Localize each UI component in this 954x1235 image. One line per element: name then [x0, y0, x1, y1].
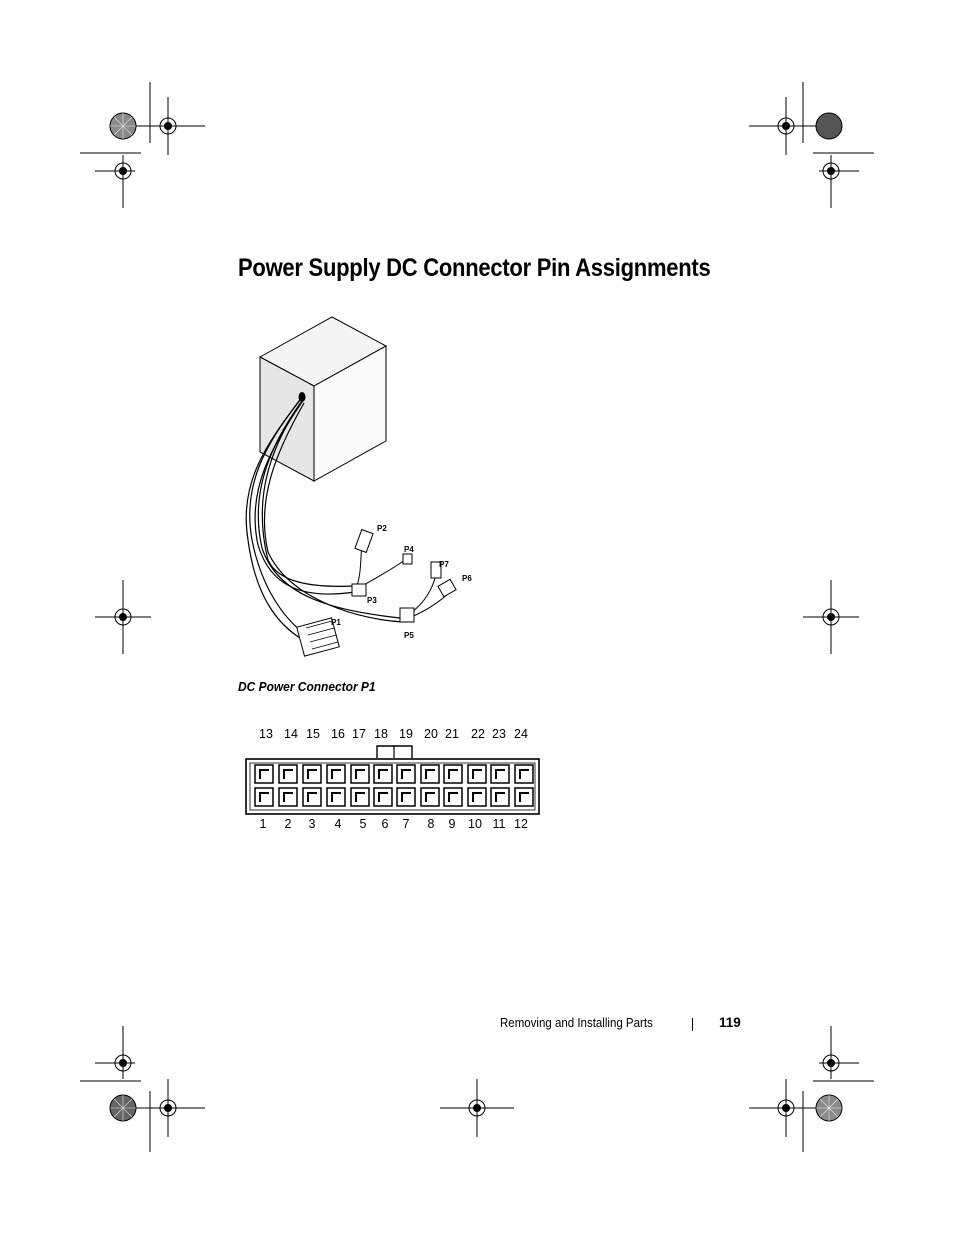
pin-top-3: [303, 765, 321, 783]
pin-number-label: 17: [352, 727, 366, 741]
pin-number-label: 18: [374, 727, 388, 741]
pin-top-4: [327, 765, 345, 783]
pin-bottom-7: [397, 788, 415, 806]
callout-p7: P7: [439, 560, 449, 569]
pin-bottom-5: [351, 788, 369, 806]
pin-bottom-10: [468, 788, 486, 806]
page-title: Power Supply DC Connector Pin Assignments: [238, 254, 711, 282]
figure-caption: DC Power Connector P1: [238, 679, 376, 694]
pin-bottom-2: [279, 788, 297, 806]
pin-number-label: 14: [284, 727, 298, 741]
pin-number-label: 7: [402, 817, 410, 831]
pin-number-label: 20: [424, 727, 438, 741]
pin-number-label: 3: [308, 817, 316, 831]
callout-p2: P2: [377, 524, 387, 533]
pin-top-12: [515, 765, 533, 783]
pin-number-label: 1: [259, 817, 267, 831]
pin-number-label: 11: [492, 817, 506, 831]
pin-number-label: 19: [399, 727, 413, 741]
pin-number-label: 6: [381, 817, 389, 831]
pin-number-label: 13: [259, 727, 273, 741]
pin-bottom-9: [444, 788, 462, 806]
pin-bottom-1: [255, 788, 273, 806]
pin-top-6: [374, 765, 392, 783]
pin-top-1: [255, 765, 273, 783]
pin-number-label: 15: [306, 727, 320, 741]
callout-p5: P5: [404, 631, 414, 640]
pin-top-8: [421, 765, 439, 783]
callout-p1: P1: [331, 618, 341, 627]
pin-top-11: [491, 765, 509, 783]
callout-p6: P6: [462, 574, 472, 583]
pin-number-label: 4: [334, 817, 342, 831]
callout-p3: P3: [367, 596, 377, 605]
footer-separator: [692, 1018, 693, 1031]
pin-number-label: 9: [448, 817, 456, 831]
pin-number-label: 8: [427, 817, 435, 831]
page-number: 119: [719, 1015, 741, 1030]
pin-number-label: 22: [471, 727, 485, 741]
pin-number-label: 10: [468, 817, 482, 831]
pin-top-9: [444, 765, 462, 783]
pin-bottom-11: [491, 788, 509, 806]
pin-number-label: 24: [514, 727, 528, 741]
pin-number-label: 21: [445, 727, 459, 741]
pin-number-label: 5: [359, 817, 367, 831]
pin-bottom-12: [515, 788, 533, 806]
pin-bottom-3: [303, 788, 321, 806]
pin-number-label: 2: [284, 817, 292, 831]
pin-top-7: [397, 765, 415, 783]
pin-top-5: [351, 765, 369, 783]
pin-number-label: 12: [514, 817, 528, 831]
pin-top-10: [468, 765, 486, 783]
pin-number-label: 16: [331, 727, 345, 741]
pin-bottom-6: [374, 788, 392, 806]
callout-p4: P4: [404, 545, 414, 554]
footer-section-title: Removing and Installing Parts: [500, 1016, 653, 1030]
pin-number-label: 23: [492, 727, 506, 741]
pin-top-2: [279, 765, 297, 783]
pin-bottom-8: [421, 788, 439, 806]
pin-bottom-4: [327, 788, 345, 806]
